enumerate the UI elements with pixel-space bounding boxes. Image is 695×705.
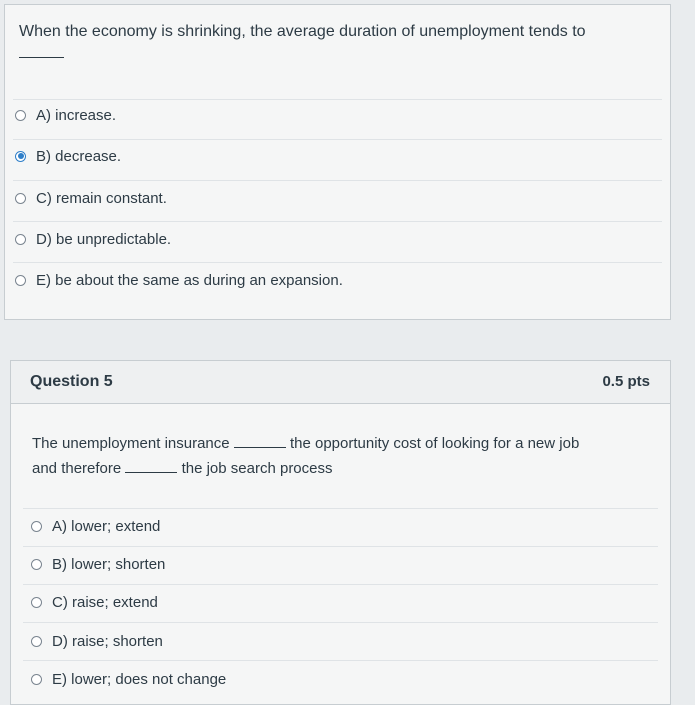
question-5-card: [10, 360, 671, 705]
prompt-text: the opportunity cost of looking for a new job: [289, 435, 580, 452]
option-label: A) lower; extend: [52, 517, 161, 535]
answer-option-b[interactable]: [31, 544, 165, 584]
prompt-text: The unemployment insurance: [32, 435, 230, 452]
option-label: C) remain constant.: [36, 189, 167, 207]
radio-button-d[interactable]: [15, 234, 26, 245]
radio-button-e[interactable]: [31, 674, 42, 685]
option-label: B) lower; shorten: [52, 555, 166, 573]
answer-blank: [125, 460, 177, 473]
question-5-header: [11, 361, 670, 404]
option-label: E) be about the same as during an expansion.: [36, 271, 343, 289]
radio-button-a[interactable]: [31, 521, 42, 532]
option-label: B) decrease.: [36, 147, 122, 165]
question-points: 0.5 pts: [602, 373, 650, 390]
question-title: Question 5: [30, 373, 113, 390]
prompt-text: and therefore: [32, 460, 122, 477]
answer-blank: [234, 435, 286, 448]
radio-button-c[interactable]: [31, 597, 42, 608]
answer-option-a[interactable]: [15, 95, 116, 135]
answer-option-e[interactable]: [15, 260, 343, 300]
answer-option-d[interactable]: [15, 219, 171, 259]
radio-button-b[interactable]: [31, 559, 42, 570]
answer-blank: [19, 57, 64, 58]
option-label: D) be unpredictable.: [36, 230, 172, 248]
radio-button-b-selected[interactable]: [15, 151, 26, 162]
option-label: D) raise; shorten: [52, 632, 163, 650]
prompt-text: the job search process: [181, 460, 333, 477]
answer-option-b[interactable]: [15, 136, 121, 176]
option-label: E) lower; does not change: [52, 670, 227, 688]
option-label: C) raise; extend: [52, 593, 158, 611]
question-4-prompt: When the economy is shrinking, the average duration of unemployment tends to: [19, 23, 586, 40]
question-5-prompt-line-2: [32, 459, 333, 479]
radio-button-d[interactable]: [31, 636, 42, 647]
option-label: A) increase.: [36, 106, 117, 124]
radio-button-c[interactable]: [15, 193, 26, 204]
answer-option-c[interactable]: [15, 178, 167, 218]
question-5-prompt-line-1: [32, 434, 579, 454]
answer-option-a[interactable]: [31, 506, 160, 546]
answer-option-e[interactable]: [31, 659, 226, 699]
question-4-card: [4, 4, 671, 320]
answer-option-c[interactable]: [31, 582, 158, 622]
radio-button-e[interactable]: [15, 275, 26, 286]
answer-option-d[interactable]: [31, 621, 163, 661]
radio-button-a[interactable]: [15, 110, 26, 121]
